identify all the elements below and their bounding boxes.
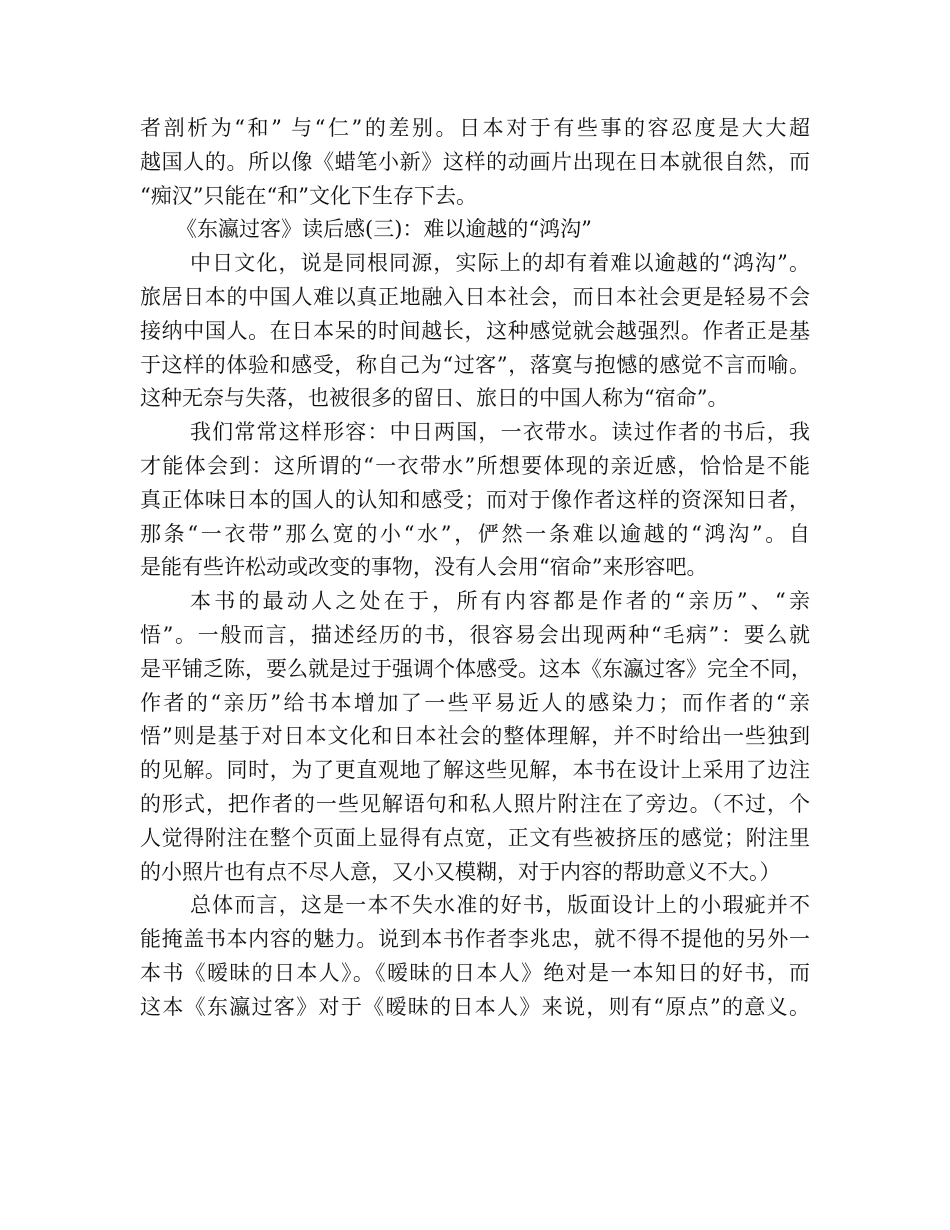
text-line: 能掩盖书本内容的魅力。说到本书作者李兆忠，就不得不提他的另外一: [140, 927, 810, 952]
text-line: 这种无奈与失落，也被很多的留日、旅日的中国人称为“宿命”。: [140, 386, 729, 411]
text-line: 的小照片也有点不尽人意，又小又模糊，对于内容的帮助意义不大。）: [140, 859, 781, 884]
text-line: 的形式，把作者的一些见解语句和私人照片附注在了旁边。（不过，个: [140, 791, 810, 816]
text-line: 越国人的。所以像《蜡笔小新》这样的动画片出现在日本就很自然，而: [140, 149, 810, 174]
text-line: 本书的最动人之处在于，所有内容都是作者的“亲历”、“亲: [190, 589, 810, 614]
text-line: 者剖析为“和” 与“仁”的差别。日本对于有些事的容忍度是大大超: [140, 116, 810, 140]
text-line: 本书《暧昧的日本人》。《暧昧的日本人》绝对是一本知日的好书，而: [140, 960, 810, 985]
text-line: 作者的“亲历”给书本增加了一些平易近人的感染力；而作者的“亲: [140, 690, 810, 715]
text-line: 悟”。一般而言，描述经历的书，很容易会出现两种“毛病”：要么就: [140, 622, 810, 647]
text-line: 旅居日本的中国人难以真正地融入日本社会，而日本社会更是轻易不会: [140, 284, 810, 309]
text-line: 《东瀛过客》读后感(三)：难以逾越的“鸿沟”: [176, 217, 592, 242]
text-line: 中日文化，说是同根同源，实际上的却有着难以逾越的“鸿沟”。: [190, 251, 810, 276]
body-text: [140, 112, 810, 1025]
text-line: 是平铺乏陈，要么就是过于强调个体感受。这本《东瀛过客》完全不同，: [140, 656, 812, 681]
text-line: 那条“一衣带”那么宽的小“水”，俨然一条难以逾越的“鸿沟”。自: [140, 521, 810, 546]
text-line: 的见解。同时，为了更直观地了解这些见解，本书在设计上采用了边注: [140, 758, 810, 783]
text-line: 这本《东瀛过客》对于《暧昧的日本人》来说，则有“原点”的意义。: [140, 994, 810, 1019]
text-line: 于这样的体验和感受，称自己为“过客”，落寞与抱憾的感觉不言而喻。: [140, 352, 810, 377]
text-line: “痴汉”只能在“和”文化下生存下去。: [140, 183, 477, 208]
text-line: 是能有些许松动或改变的事物，没有人会用“宿命”来形容吧。: [140, 555, 708, 580]
text-line: 总体而言，这是一本不失水准的好书，版面设计上的小瑕疵并不: [190, 893, 810, 918]
text-line: 真正体味日本的国人的认知和感受；而对于像作者这样的资深知日者，: [140, 487, 810, 512]
text-line: 悟”则是基于对日本文化和日本社会的整体理解，并不时给出一些独到: [140, 724, 810, 749]
text-line: 才能体会到：这所谓的“一衣带水”所想要体现的亲近感，恰恰是不能: [140, 453, 810, 478]
text-line: 接纳中国人。在日本呆的时间越长，这种感觉就会越强烈。作者正是基: [140, 318, 810, 343]
text-line: 我们常常这样形容：中日两国，一衣带水。读过作者的书后，我: [190, 420, 810, 445]
text-line: 人觉得附注在整个页面上显得有点宽，正文有些被挤压的感觉；附注里: [140, 825, 810, 850]
